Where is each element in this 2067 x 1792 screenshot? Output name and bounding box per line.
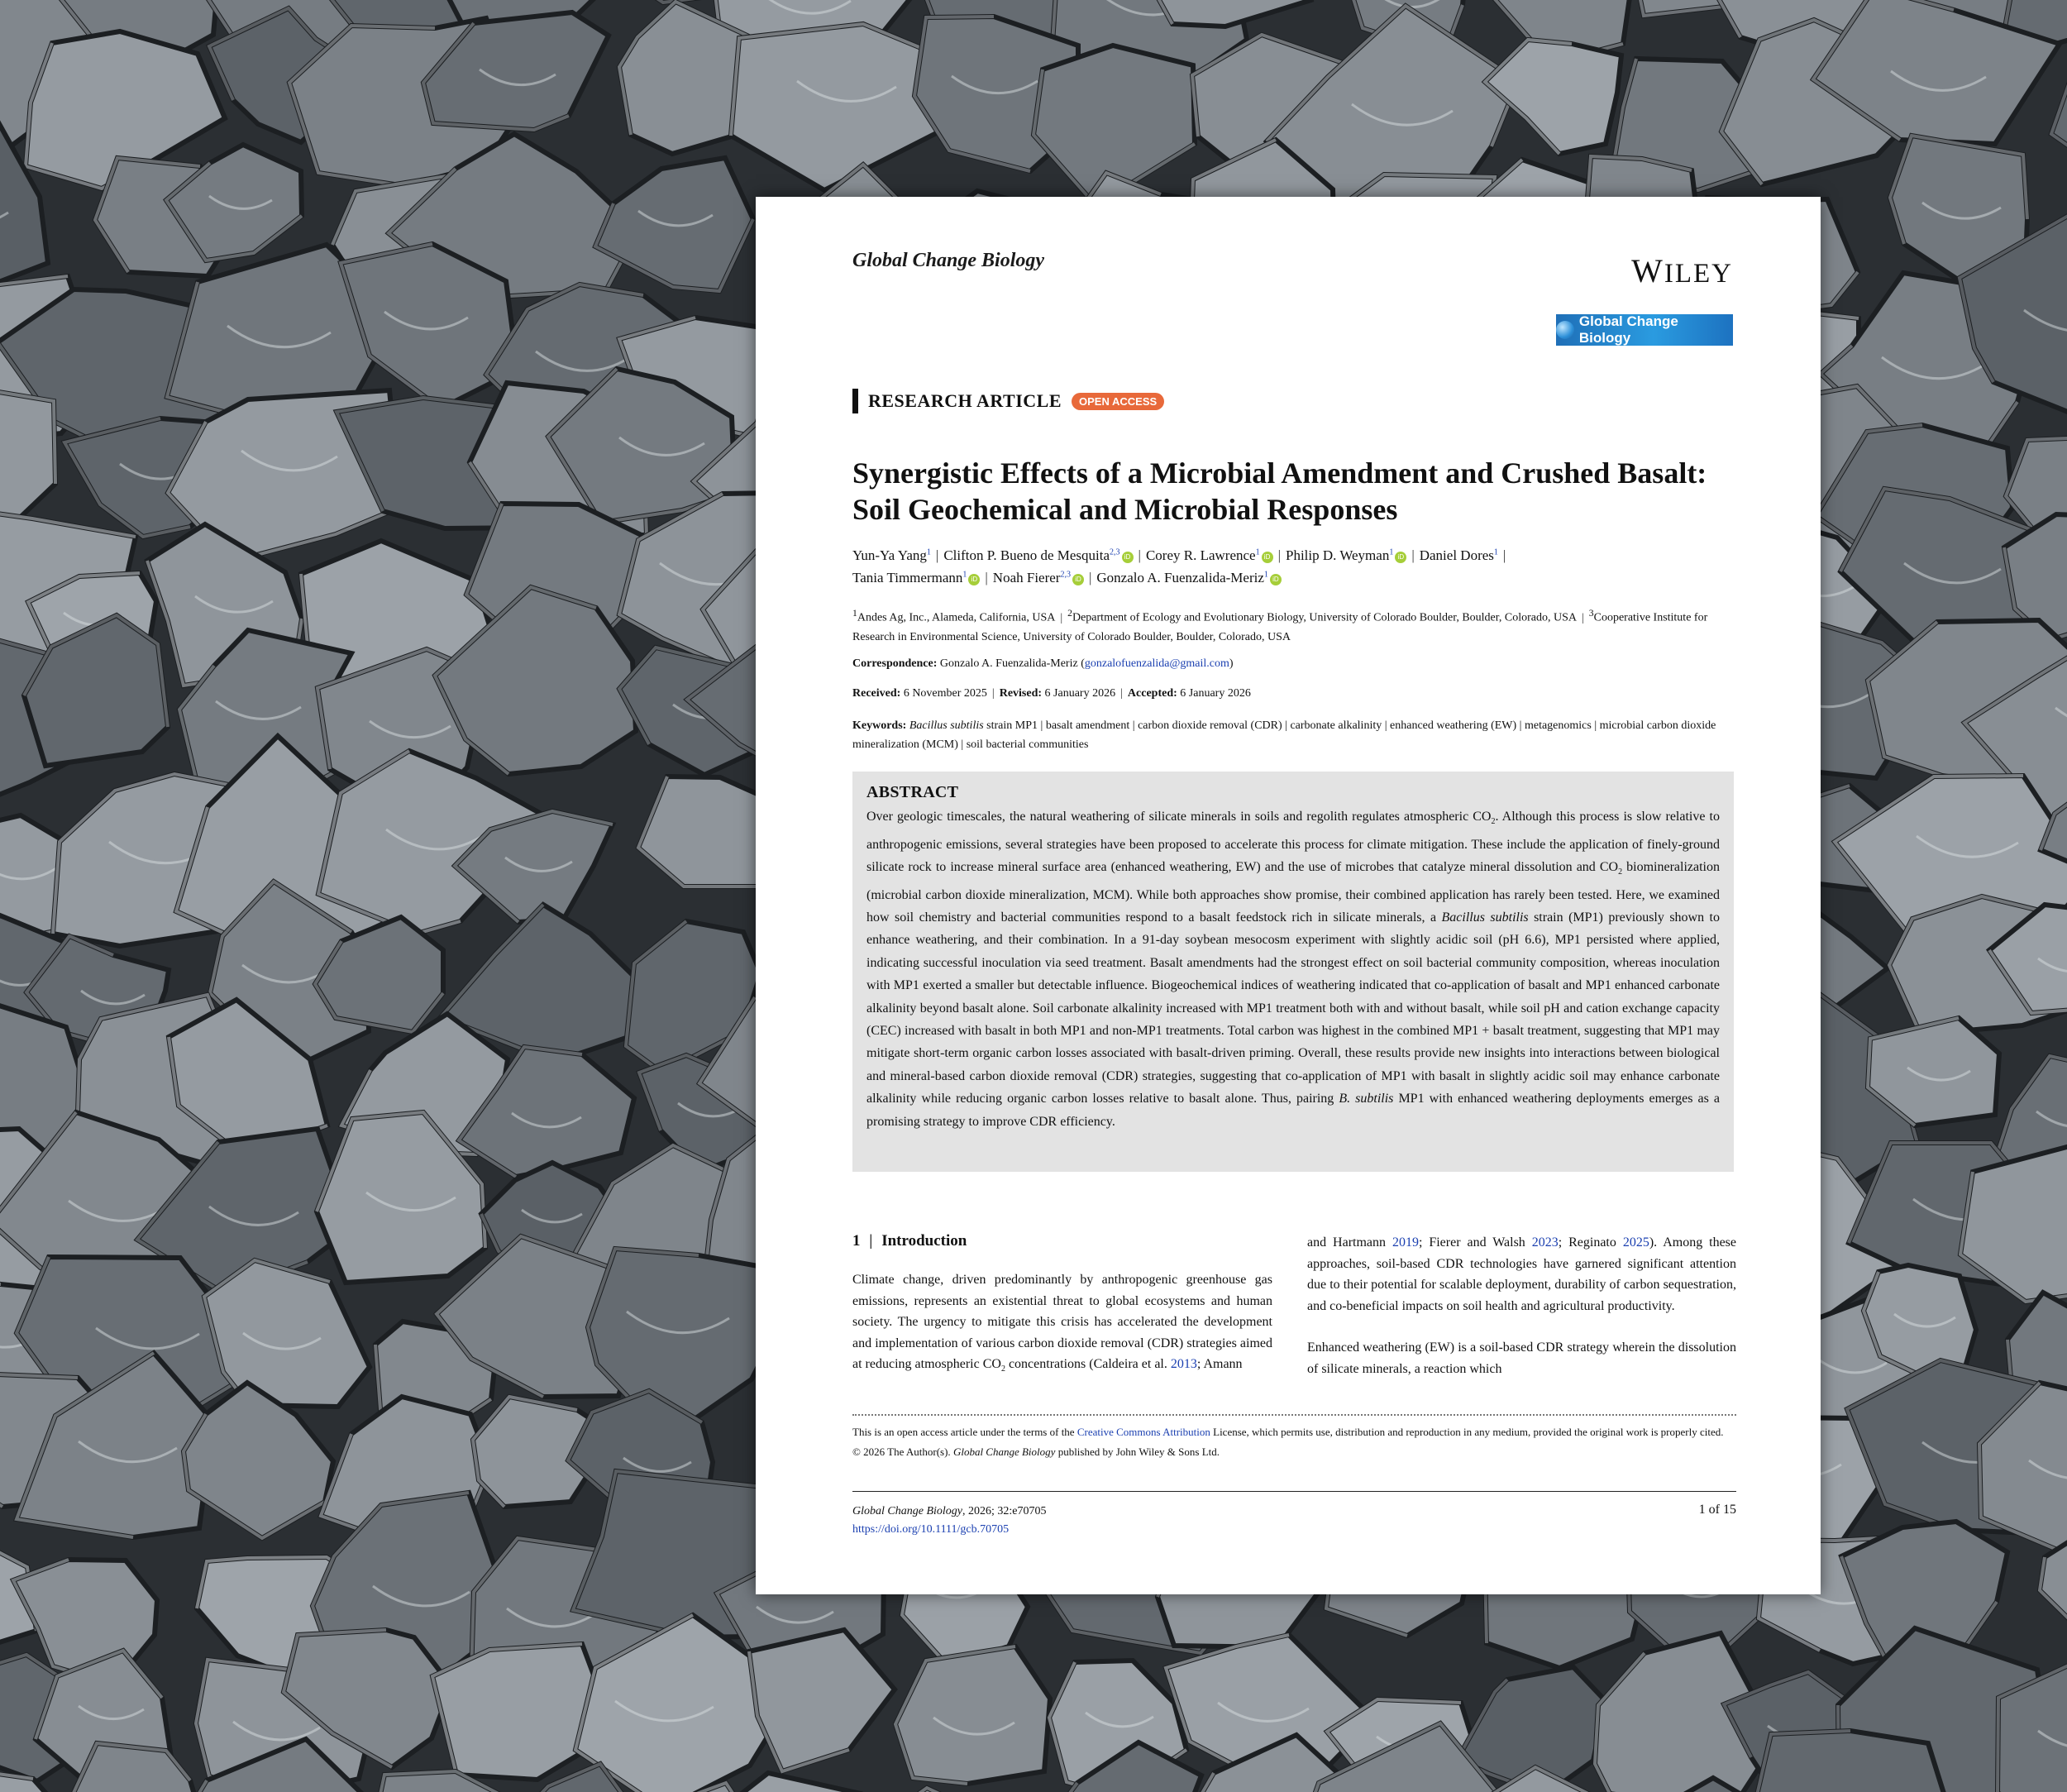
license-link[interactable]: Creative Commons Attribution bbox=[1076, 1426, 1210, 1438]
page-number: 1 of 15 bbox=[1698, 1503, 1736, 1517]
author[interactable]: Daniel Dores$^1$ bbox=[1419, 547, 1498, 563]
affiliations: $^1$Andes Ag, Inc., Alameda, California, USA | $^2$Department of Ecology and Evolutionary Biology, University of Colorado Boulder, Boulder, Colorado, USA | $^3$Cooperative Institute for Research in Environmental Science, University of Colorado Boulder, Boulder, Colorado, USA bbox=[852, 608, 1708, 643]
orcid-icon[interactable]: iD bbox=[968, 574, 980, 585]
article-title: Synergistic Effects of a Microbial Amendment and Crushed Basalt: Soil Geochemical and Microbial Responses bbox=[852, 456, 1707, 526]
footnote-divider bbox=[852, 1414, 1736, 1416]
citation-footer: Global Change Biology, 2026; 32:e70705 https://doi.org/10.1111/gcb.70705 bbox=[852, 1503, 1047, 1539]
article-type bbox=[852, 389, 1164, 413]
abstract-box bbox=[852, 772, 1734, 1172]
open-access-badge: OPEN ACCESS bbox=[1072, 393, 1164, 410]
journal-name-header: Global Change Biology bbox=[852, 250, 1045, 271]
article-type-label: RESEARCH ARTICLE bbox=[868, 390, 1062, 411]
license-notice: This is an open access article under the terms of the Creative Commons Attribution License, which permits use, distribution and reproduction in any medium, provided the original work is properly cited. © 2026 The Author(s). Global Change Biology published by John Wiley & Sons Ltd. bbox=[852, 1426, 1724, 1458]
author[interactable]: Corey R. Lawrence$^1$iD bbox=[1146, 547, 1273, 563]
author[interactable]: Clifton P. Bueno de Mesquita$^{2,3}$iD bbox=[943, 547, 1133, 563]
journal-badge[interactable]: Global Change Biology bbox=[1556, 314, 1733, 346]
intro-column-1: Climate change, driven predominantly by anthropogenic greenhouse gas emissions, represents an existential threat to global ecosystems and human society. The urgency to mitigate this crisis has accelerated the development and implementation of various carbon dioxide removal (CDR) strategies aimed at reducing atmospheric $CO_2$ concentrations (Caldeira et al. 2013; Amann bbox=[852, 1273, 1272, 1374]
keywords: Keywords: Bacillus subtilis strain MP1 | basalt amendment | carbon dioxide removal (CDR) | carbonate alkalinity | enhanced weathering (EW) | metagenomics | microbial carbon dioxide mineralization (MCM) | soil bacterial communities bbox=[852, 719, 1716, 751]
author[interactable]: Philip D. Weyman$^1$iD bbox=[1286, 547, 1406, 563]
abstract-heading: ABSTRACT bbox=[866, 783, 959, 801]
article-first-page bbox=[756, 197, 1821, 1594]
author[interactable]: Gonzalo A. Fuenzalida-Meriz$^1$iD bbox=[1096, 570, 1282, 585]
author[interactable]: Noah Fierer$^{2,3}$iD bbox=[993, 570, 1084, 585]
footer-rule bbox=[852, 1491, 1736, 1492]
author-list: Yun-Ya Yang$^1$ | Clifton P. Bueno de Mesquita$^{2,3}$iD | Corey R. Lawrence$^1$iD | Philip D. Weyman$^1$iD | Daniel Dores$^1$ | Tania Timmermann$^1$iD | Noah Fierer$^{2,3}$iD | Gonzalo A. Fuenzalida-Meriz$^1$iD bbox=[852, 547, 1506, 586]
author[interactable]: Tania Timmermann$^1$iD bbox=[852, 570, 980, 585]
doi-link[interactable]: https://doi.org/10.1111/gcb.70705 bbox=[852, 1523, 1010, 1536]
section-heading: 1 | Introduction bbox=[852, 1232, 967, 1250]
orcid-icon[interactable]: iD bbox=[1395, 552, 1406, 563]
article-dates: Received: 6 November 2025 | Revised: 6 January 2026 | Accepted: 6 January 2026 bbox=[852, 687, 1251, 700]
orcid-icon[interactable]: iD bbox=[1270, 574, 1282, 585]
article-type-bar bbox=[852, 389, 858, 413]
orcid-icon[interactable]: iD bbox=[1122, 552, 1134, 563]
email-link[interactable]: gonzalofuenzalida@gmail.com bbox=[1084, 657, 1229, 670]
abstract-text: Over geologic timescales, the natural weathering of silicate minerals in soils and regolith regulates atmospheric $CO_2$. Although this process is slow relative to anthropogenic emissions, several strategies have been proposed to accelerate this process for climate mitigation. These include the application of finely-ground silicate rock to increase mineral surface area (enhanced weathering, EW) and the use of microbes that catalyze mineral dissolution and $CO_2$ biomineralization (microbial carbon dioxide mineralization, MCM). While both approaches show promise, their combined application has rarely been tested. Here, we examined how soil chemistry and bacterial communities respond to a basalt feedstock rich in silicate minerals, a Bacillus subtilis strain (MP1) previously shown to enhance weathering, and their combination. In a 91-day soybean mesocosm experiment with slightly acidic soil (pH 6.6), MP1 persisted where applied, indicating successful inoculation via seed treatment. Basalt amendments had the strongest effect on soil bacterial community composition, whereas inoculation with MP1 exerted a smaller but detectable influence. Biogeochemical indices of weathering indicated that co-application of basalt and MP1 enhanced carbonate alkalinity beyond basalt alone. Soil carbonate alkalinity increased with MP1 treatment both with and without basalt, while soil pH and cation exchange capacity (CEC) increased with basalt in both MP1 and non-MP1 treatments. Total carbon was highest in the combined MP1 + basalt treatment, suggesting that MP1 may mitigate short-term organic carbon losses associated with basalt-driven priming. Overall, these results provide new insights into interactions between biological and mineral-based carbon dioxide removal (CDR) strategies, suggesting that co-application of MP1 with basalt in slightly acidic soil may enhance carbonate alkalinity while reducing organic carbon losses relative to basalt alone. Thus, pairing B. subtilis MP1 with enhanced weathering deployments emerges as a promising strategy to improve CDR efficiency. bbox=[866, 810, 1721, 1129]
globe-icon bbox=[1556, 321, 1574, 339]
intro-column-2: and Hartmann 2019; Fierer and Walsh 2023; Reginato 2025). Among these approaches, soil-based CDR technologies have garnered significant attention due to their potential for scalable deployment, durability of carbon sequestration, and co-beneficial impacts on soil health and agricultural productivity. Enhanced weathering (EW) is a soil-based CDR strategy wherein the dissolution of silicate minerals, a reaction which bbox=[1307, 1235, 1736, 1376]
orcid-icon[interactable]: iD bbox=[1262, 552, 1273, 563]
orcid-icon[interactable]: iD bbox=[1072, 574, 1084, 585]
author[interactable]: Yun-Ya Yang$^1$ bbox=[852, 547, 931, 563]
wiley-logo: WILEY bbox=[1631, 252, 1733, 289]
correspondence: Correspondence: Gonzalo A. Fuenzalida-Meriz (gonzalofuenzalida@gmail.com) bbox=[852, 657, 1234, 670]
